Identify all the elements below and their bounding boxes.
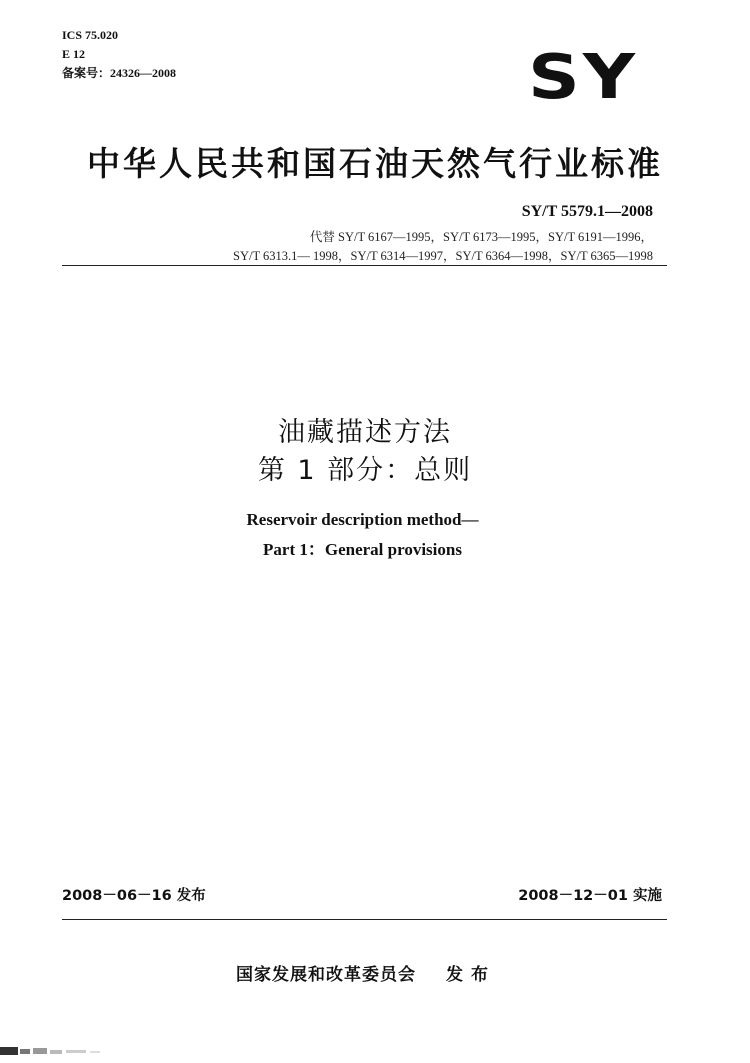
footer-rule [62, 919, 667, 920]
title-en-line-1: Reservoir description method— [246, 510, 479, 529]
issuer-line [0, 960, 725, 985]
filing-number: 备案号：24326—2008 [62, 66, 177, 80]
classification-code: E 12 [62, 47, 86, 61]
implement-date: 2008－12－01 实施 [518, 888, 662, 904]
header-rule [62, 265, 667, 266]
replaces-line-1: 代替 SY/T 6167—1995，SY/T 6173—1995，SY/T 6191—1996， [309, 230, 653, 244]
ics-code: ICS 75.020 [62, 28, 119, 42]
replaces-line-2: SY/T 6313.1— 1998，SY/T 6314—1997，SY/T 6364—1998，SY/T 6365—1998 [233, 249, 653, 263]
scan-noise-mark [0, 1044, 110, 1058]
issuer-action: 发 布 [446, 965, 489, 985]
standard-number: SY/T 5579.1—2008 [521, 203, 653, 220]
issuer-name: 国家发展和改革委员会 [236, 965, 417, 985]
publish-date: 2008－06－16 发布 [62, 888, 206, 904]
organization-title: 中华人民共和国石油天然气行业标准 [87, 144, 663, 183]
title-zh-line-2: 第 1 部分：总则 [257, 455, 473, 486]
sy-logo: SY [528, 40, 638, 113]
title-en-line-2: Part 1：General provisions [263, 540, 462, 559]
title-zh-line-1: 油藏描述方法 [278, 417, 452, 448]
